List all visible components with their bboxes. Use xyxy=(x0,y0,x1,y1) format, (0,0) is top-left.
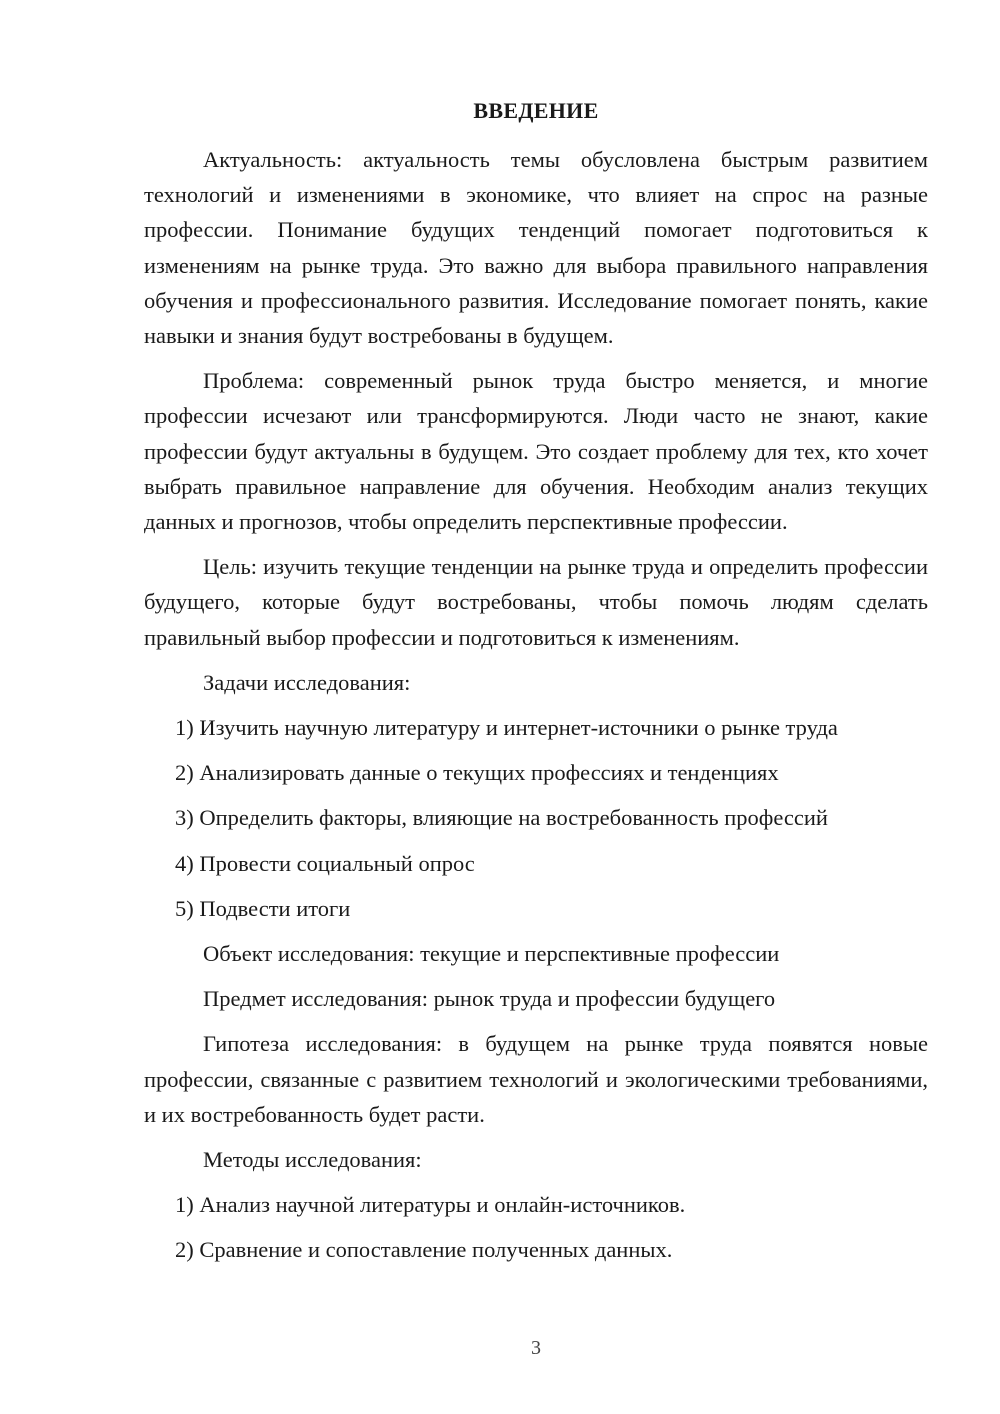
relevance-paragraph: Актуальность: актуальность темы обусловлена быстрым развитием технологий и изменениями в экономике, что влияет на спрос на разные профессии. Понимание будущих тенденций помогает подготовиться к изменениям на рынке труда. Это важно для выбора правильного направления обучения и профессионального развития. Исследование помогает понять, какие навыки и знания будут востребованы в будущем. xyxy=(144,147,928,349)
hypothesis-paragraph: Гипотеза исследования: в будущем на рынке труда появятся новые профессии, связанные с развитием технологий и экологическими требованиями, и их востребованность будет расти. xyxy=(144,1031,928,1127)
method-item-1: 1) Анализ научной литературы и онлайн-источников. xyxy=(175,1192,686,1218)
research-subject: Предмет исследования: рынок труда и профессии будущего xyxy=(203,986,776,1012)
problem-paragraph: Проблема: современный рынок труда быстро меняется, и многие профессии исчезают или трансформируются. Люди часто не знают, какие профессии будут актуальны в будущем. Это создает проблему для тех, кто хочет выбрать правильное направление для обучения. Необходим анализ текущих данных и прогнозов, чтобы определить перспективные профессии. xyxy=(144,368,928,535)
methods-heading: Методы исследования: xyxy=(203,1147,422,1173)
page-title: ВВЕДЕНИЕ xyxy=(473,98,599,123)
page-number: 3 xyxy=(531,1337,541,1359)
task-item-1: 1) Изучить научную литературу и интернет-источники о рынке труда xyxy=(175,715,838,741)
research-object: Объект исследования: текущие и перспективные профессии xyxy=(203,941,780,967)
task-item-3: 3) Определить факторы, влияющие на востребованность профессий xyxy=(175,805,828,831)
task-item-4: 4) Провести социальный опрос xyxy=(175,850,475,876)
tasks-heading: Задачи исследования: xyxy=(203,669,411,695)
document-body xyxy=(144,142,928,1278)
task-item-2: 2) Анализировать данные о текущих профессиях и тенденциях xyxy=(175,760,779,786)
goal-paragraph: Цель: изучить текущие тенденции на рынке труда и определить профессии будущего, которые будут востребованы, чтобы помочь людям сделать правильный выбор профессии и подготовиться к изменениям. xyxy=(144,554,928,650)
method-item-2: 2) Сравнение и сопоставление полученных данных. xyxy=(175,1237,673,1263)
task-item-5: 5) Подвести итоги xyxy=(175,895,351,921)
